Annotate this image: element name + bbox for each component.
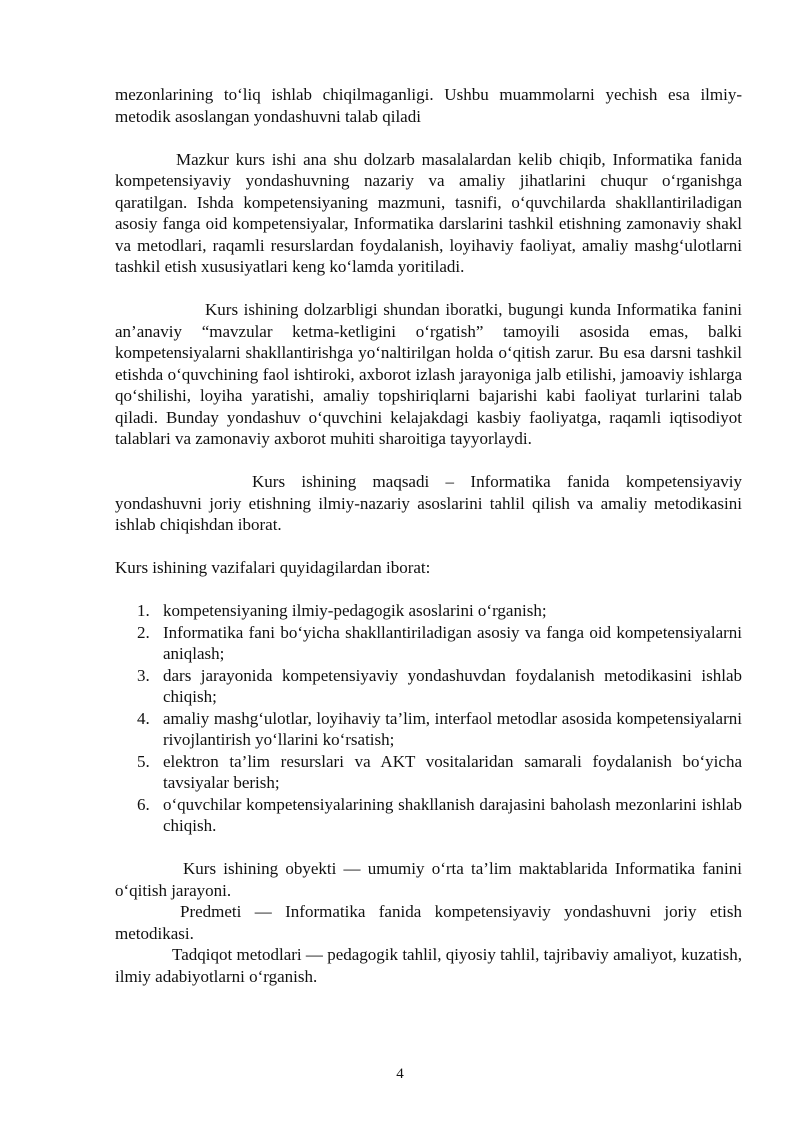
tasks-list xyxy=(115,600,742,837)
paragraph-continuation: mezonlarining to‘liq ishlab chiqilmaganligi. Ushbu muammolarni yechish esa ilmiy-metodik asoslangan yondashuvni talab qiladi xyxy=(115,85,742,126)
list-item-text: o‘quvchilar kompetensiyalarining shakllanish darajasini baholash mezonlarini ishlab chiqish. xyxy=(163,794,742,835)
paragraph-relevance: Kurs ishining dolzarbligi shundan iboratki, bugungi kunda Informatika fanini an’anaviy “mavzular ketma-ketligini o‘rgatish” tamoyili asosida emas, balki kompetensiyalarni shakllantirishga yo‘naltirilgan holda o‘qitish zarur. Bu esa darsni tashkil etishda o‘quvchining faol ishtiroki, axborot izlash jarayoniga jalb etilishi, jamoaviy ishlarga qo‘shilishi, loyiha yaratishi, amaliy topshiriqlarni bajarishi kabi faoliyat turlarini talab qiladi. Bunday yondashuv o‘quvchini kelajakdagi kasbiy faoliyatga, raqamli iqtisodiyot talablari va zamonaviy axborot muhiti sharoitiga tayyorlaydi. xyxy=(115,300,742,448)
list-item-number: 3. xyxy=(137,665,150,685)
paragraph-subject: Predmeti — Informatika fanida kompetensiyaviy yondashuvni joriy etish metodikasi. xyxy=(115,902,742,943)
spacer xyxy=(115,536,742,558)
paragraph-object: Kurs ishining obyekti — umumiy o‘rta ta’lim maktablarida Informatika fanini o‘qitish jarayoni. xyxy=(115,859,742,900)
list-item xyxy=(115,708,742,751)
spacer xyxy=(115,579,742,601)
list-item-number: 1. xyxy=(137,601,150,620)
list-item-number: 2. xyxy=(137,622,150,642)
list-item-text: amaliy mashg‘ulotlar, loyihaviy ta’lim, interfaol metodlar asosida kompetensiyalarni rivojlantirish yo‘llarini ko‘rsatish; xyxy=(163,708,742,749)
spacer xyxy=(115,837,742,859)
list-item xyxy=(115,600,742,622)
spacer xyxy=(115,278,742,300)
list-item xyxy=(115,751,742,794)
paragraph-intro: Mazkur kurs ishi ana shu dolzarb masalalardan kelib chiqib, Informatika fanida kompetensiyaviy yondashuvning nazariy va amaliy jihatlarini chuqur o‘rganishga qaratilgan. Ishda kompetensiyaning mazmuni, tasnifi, o‘quvchilarda shakllantiriladigan asosiy fanga oid kompetensiyalar, Informatika darslarini tashkil etishning zamonaviy shakl va metodlari, raqamli resurslardan foydalanish, loyihaviy faoliyat, amaliy mashg‘ulotlarni tashkil etish xususiyatlari keng ko‘lamda yoritiladi. xyxy=(115,149,742,276)
paragraph-goal: Kurs ishining maqsadi – Informatika fanida kompetensiyaviy yondashuvni joriy etishning ilmiy-nazariy asoslarini tahlil qilish va amaliy metodikasini ishlab chiqishdan iborat. xyxy=(115,472,742,534)
list-item-text: dars jarayonida kompetensiyaviy yondashuvdan foydalanish metodikasini ishlab chiqish; xyxy=(163,665,742,706)
page-body xyxy=(115,84,742,987)
paragraph-methods: Tadqiqot metodlari — pedagogik tahlil, qiyosiy tahlil, tajribaviy amaliyot, kuzatish, ilmiy adabiyotlarni o‘rganish. xyxy=(115,945,742,986)
paragraph-tasks-heading: Kurs ishining vazifalari quyidagilardan iborat: xyxy=(115,558,431,577)
list-item-number: 5. xyxy=(137,751,150,771)
spacer xyxy=(115,450,742,472)
list-item xyxy=(115,665,742,708)
list-item-number: 6. xyxy=(137,794,150,814)
list-item xyxy=(115,794,742,837)
list-item-number: 4. xyxy=(137,708,150,728)
page-number: 4 xyxy=(396,1066,404,1082)
list-item-text: kompetensiyaning ilmiy-pedagogik asoslarini o‘rganish; xyxy=(163,601,547,620)
spacer xyxy=(115,127,742,149)
list-item-text: elektron ta’lim resurslari va AKT vositalaridan samarali foydalanish bo‘yicha tavsiyalar berish; xyxy=(163,751,742,792)
list-item xyxy=(115,622,742,665)
list-item-text: Informatika fani bo‘yicha shakllantiriladigan asosiy va fanga oid kompetensiyalarni aniqlash; xyxy=(163,622,742,663)
